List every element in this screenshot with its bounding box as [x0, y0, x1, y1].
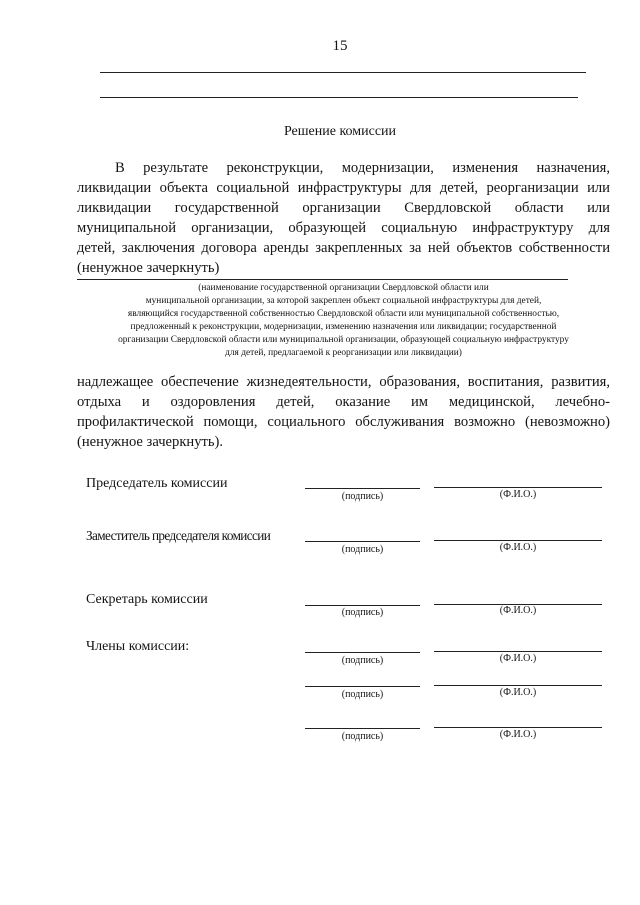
- member-3-name-line: [434, 727, 602, 728]
- paragraph-line: надлежащее обеспечение жизнедеятельности, образования, воспитания, развития,: [77, 374, 610, 390]
- paragraph-line: ликвидации объекта социальной инфраструктуры для детей, реорганизации или: [77, 180, 610, 196]
- deputy-signature-line: [305, 541, 420, 542]
- member-2-signature-line: [305, 686, 420, 687]
- member-1-name-caption: (Ф.И.О.): [499, 653, 537, 664]
- deputy-name-line: [434, 540, 602, 541]
- chairman-label: Председатель комиссии: [86, 476, 228, 491]
- members-label: Члены комиссии:: [86, 639, 190, 654]
- member-2-name-caption: (Ф.И.О.): [499, 687, 537, 698]
- deputy-chairman-label: Заместитель председателя комиссии: [86, 528, 271, 543]
- member-1-signature-line: [305, 652, 420, 653]
- paragraph-line: отдыха и оздоровления детей, оказание им медицинской, лечебно-: [77, 394, 610, 410]
- paragraph-line: В результате реконструкции, модернизации, изменения назначения,: [115, 160, 610, 176]
- organization-caption: [77, 282, 610, 360]
- member-2-signature-caption: (подпись): [341, 689, 384, 700]
- chairman-signature-line: [305, 488, 420, 489]
- secretary-label: Секретарь комиссии: [86, 592, 208, 607]
- caption-line: для детей, предлагаемой к реорганизации или ликвидации): [225, 348, 462, 358]
- organization-name-line: [77, 279, 568, 280]
- secretary-name-caption: (Ф.И.О.): [499, 605, 537, 616]
- chairman-name-line: [434, 487, 602, 488]
- deputy-name-caption: (Ф.И.О.): [499, 542, 537, 553]
- member-1-signature-caption: (подпись): [341, 655, 384, 666]
- caption-line: предложенный к реконструкции, модернизации, изменению назначения или ликвидации; государственной: [130, 322, 557, 332]
- section-title: Решение комиссии: [283, 124, 397, 139]
- member-3-signature-caption: (подпись): [341, 731, 384, 742]
- deputy-signature-caption: (подпись): [341, 544, 384, 555]
- paragraph-line: детей, заключения договора аренды закрепленных за ней объектов собственности: [77, 240, 610, 256]
- secretary-signature-line: [305, 605, 420, 606]
- caption-line: муниципальной организации, за которой закреплен объект социальной инфраструктуры для детей,: [145, 296, 542, 306]
- paragraph-conclusion: [77, 372, 610, 452]
- member-3-name-caption: (Ф.И.О.): [499, 729, 537, 740]
- paragraph-line: (ненужное зачеркнуть).: [77, 434, 224, 450]
- member-3-signature-line: [305, 728, 420, 729]
- paragraph-line: профилактической помощи, социального обслуживания возможно (невозможно): [77, 414, 610, 430]
- paragraph-line: муниципальной организации, образующей социальную инфраструктуру для: [77, 220, 610, 236]
- blank-line-2: [100, 97, 578, 98]
- paragraph-result: [77, 158, 610, 278]
- page-number: 15: [332, 38, 348, 54]
- caption-line: организации Свердловской области или муниципальной организации, образующей социальную инфраструктуру: [118, 335, 569, 345]
- caption-line: являющийся государственной собственностью Свердловской области или муниципальной собственностью,: [127, 309, 560, 319]
- caption-line: (наименование государственной организации Свердловской области или: [198, 283, 489, 293]
- member-1-name-line: [434, 651, 602, 652]
- paragraph-line: (ненужное зачеркнуть): [77, 260, 220, 276]
- paragraph-line: ликвидации государственной организации Свердловской области или: [77, 200, 610, 216]
- member-2-name-line: [434, 685, 602, 686]
- secretary-signature-caption: (подпись): [341, 607, 384, 618]
- blank-line-1: [100, 72, 586, 73]
- chairman-signature-caption: (подпись): [341, 491, 384, 502]
- chairman-name-caption: (Ф.И.О.): [499, 489, 537, 500]
